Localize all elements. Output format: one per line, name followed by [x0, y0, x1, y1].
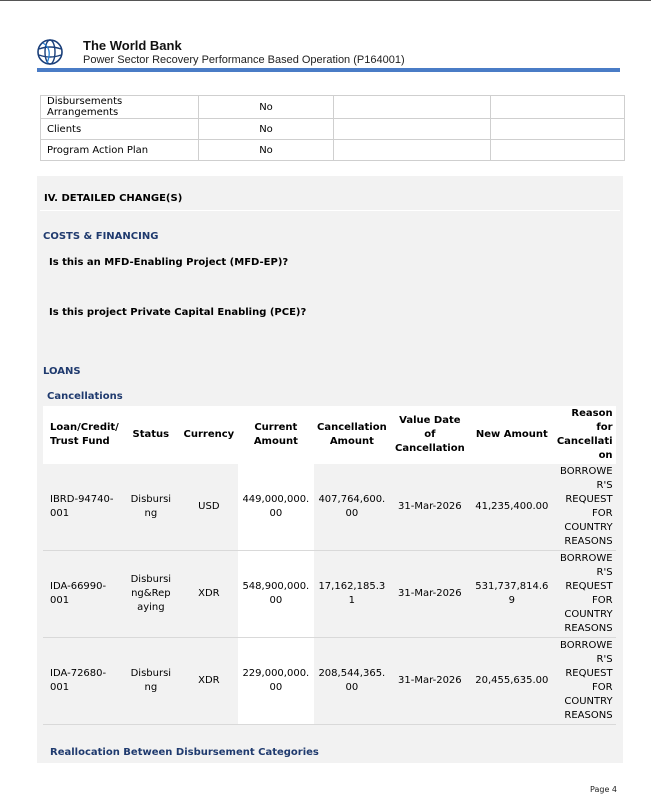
cancellations-table [43, 406, 616, 725]
row-label: Clients [41, 119, 199, 140]
empty-cell [491, 96, 625, 119]
reallocation-heading: Reallocation Between Disbursement Categories [50, 747, 319, 758]
project-title: Power Sector Recovery Performance Based Operation (P164001) [83, 54, 405, 66]
cell-current-amount: 548,900,000. 00 [238, 551, 314, 638]
cell-current-amount: 229,000,000. 00 [238, 638, 314, 725]
table-row [43, 551, 616, 638]
cell-new-amount: 20,455,635.00 [470, 638, 554, 725]
cell-value-date: 31-Mar-2026 [390, 638, 470, 725]
organization-name: The World Bank [83, 38, 182, 53]
cell-new-amount: 41,235,400.00 [470, 464, 554, 551]
cell-current-amount: 449,000,000. 00 [238, 464, 314, 551]
table-row [41, 140, 625, 161]
cell-value-date: 31-Mar-2026 [390, 551, 470, 638]
header-loan: Loan/Credit/ Trust Fund [50, 422, 119, 447]
table-row [41, 96, 625, 119]
cell-reason: BORROWE R'S REQUEST FOR COUNTRY REASONS [554, 638, 616, 725]
cell-cancellation-amount: 208,544,365. 00 [314, 638, 390, 725]
cell-reason: BORROWE R'S REQUEST FOR COUNTRY REASONS [554, 551, 616, 638]
header-status: Status [132, 429, 170, 440]
world-bank-globe-icon [37, 39, 63, 65]
header-value-date: Value Date of Cancellation [394, 415, 465, 454]
empty-cell [334, 119, 491, 140]
change-summary-table [40, 95, 625, 161]
cell-loan: IDA-66990- 001 [43, 551, 122, 638]
table-row [43, 464, 616, 551]
header-cancellation-amount: Cancellation Amount [316, 422, 387, 447]
empty-cell [491, 119, 625, 140]
empty-cell [334, 140, 491, 161]
cell-currency: XDR [180, 551, 238, 638]
row-label: Disbursements Arrangements [41, 96, 199, 119]
costs-financing-heading: COSTS & FINANCING [43, 231, 159, 242]
cell-currency: XDR [180, 638, 238, 725]
row-value: No [199, 119, 334, 140]
cell-status: Disbursi ng&Rep aying [122, 551, 180, 638]
cell-currency: USD [180, 464, 238, 551]
cell-loan: IBRD-94740- 001 [43, 464, 122, 551]
header-bar [37, 68, 620, 72]
page-number: Page 4 [590, 785, 617, 794]
header-currency: Currency [183, 429, 235, 440]
table-header-row [43, 406, 616, 464]
cell-loan: IDA-72680- 001 [43, 638, 122, 725]
empty-cell [334, 96, 491, 119]
empty-cell [491, 140, 625, 161]
header-current-amount: Current Amount [253, 422, 298, 447]
cell-status: Disbursi ng [122, 638, 180, 725]
pce-question: Is this project Private Capital Enabling (PCE)? [49, 307, 307, 318]
section-divider [40, 210, 620, 211]
cancellations-heading: Cancellations [47, 391, 123, 402]
loans-heading: LOANS [43, 366, 81, 377]
row-label: Program Action Plan [41, 140, 199, 161]
cell-status: Disbursi ng [122, 464, 180, 551]
header-reason: Reason for Cancellati on [556, 408, 613, 461]
header-new-amount: New Amount [475, 429, 548, 440]
page-top-rule [0, 0, 651, 1]
cell-new-amount: 531,737,814.6 9 [470, 551, 554, 638]
cell-reason: BORROWE R'S REQUEST FOR COUNTRY REASONS [554, 464, 616, 551]
table-row [43, 638, 616, 725]
row-value: No [199, 96, 334, 119]
table-row [41, 119, 625, 140]
section-title: IV. DETAILED CHANGE(S) [44, 193, 183, 204]
mfd-ep-question: Is this an MFD-Enabling Project (MFD-EP)? [49, 257, 289, 268]
cell-cancellation-amount: 407,764,600. 00 [314, 464, 390, 551]
cell-cancellation-amount: 17,162,185.3 1 [314, 551, 390, 638]
row-value: No [199, 140, 334, 161]
cell-value-date: 31-Mar-2026 [390, 464, 470, 551]
